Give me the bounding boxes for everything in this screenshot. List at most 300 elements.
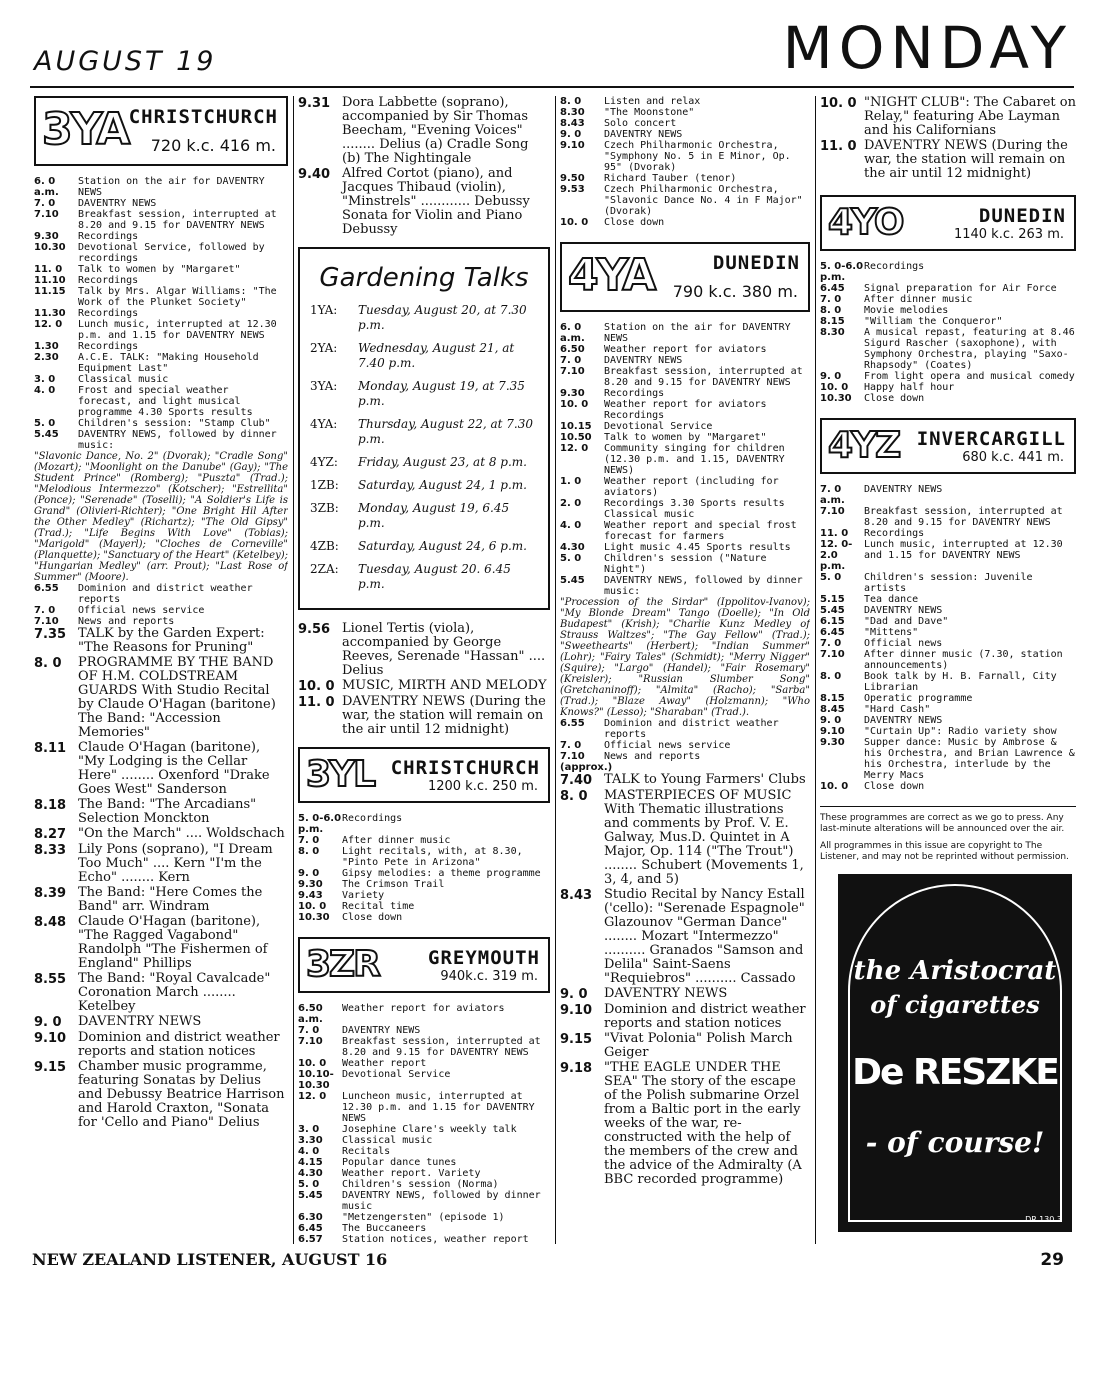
schedule-item <box>820 316 1076 327</box>
schedule-description: Children's session: "Stamp Club" <box>78 418 271 429</box>
schedule-item <box>820 781 1076 792</box>
schedule-description: From light opera and musical comedy <box>864 371 1075 382</box>
station-frequency: 1200 k.c. 250 m. <box>427 779 538 794</box>
schedule-time: 8.11 <box>34 741 67 756</box>
gardening-station: 2YA: <box>310 341 338 355</box>
gardening-time: Wednesday, August 21, at 7.40 p.m. <box>358 341 515 370</box>
schedule-item <box>34 418 288 429</box>
schedule-item <box>820 704 1076 715</box>
schedule-description: A musical repast, featuring at 8.46 Sigurd Rascher (saxophone), with Symphony Orchestra, playing "Saxo-Rhapsody" (Coates) <box>864 327 1075 371</box>
schedule-item <box>560 789 810 887</box>
schedule-item <box>298 167 550 237</box>
schedule-time: 12. 0-2.0 p.m. <box>820 539 853 572</box>
schedule-description: The Crimson Trail <box>342 879 445 890</box>
schedule-description: Claude O'Hagan (baritone), "The Ragged Vagabond" Randolph "The Fishermen of England" Phillips <box>78 914 268 971</box>
schedule-description: Recordings <box>864 261 925 272</box>
schedule-description: News and reports <box>604 751 701 762</box>
schedule-time: 10. 0 <box>820 781 849 792</box>
schedule-item <box>34 627 288 655</box>
schedule-list <box>820 261 1076 404</box>
schedule-time: (approx.) <box>560 762 613 773</box>
schedule-item <box>820 539 1076 572</box>
gardening-time: Tuesday, August 20. 6.45 p.m. <box>358 562 511 591</box>
station-callsign: 3YA <box>42 104 129 155</box>
schedule-time: 9.15 <box>560 1032 593 1047</box>
schedule-item <box>34 352 288 374</box>
schedule-list <box>298 813 550 923</box>
schedule-time: 5.45 <box>298 1190 323 1201</box>
gardening-time: Monday, August 19, 6.45 p.m. <box>358 501 510 530</box>
schedule-time: 5. 0-6.0 p.m. <box>820 261 864 283</box>
evening-schedule <box>298 96 550 237</box>
schedule-time: 10. 0 <box>820 96 857 111</box>
schedule-time: 7.40 <box>560 773 593 788</box>
schedule-time: 7.10 <box>298 1036 323 1047</box>
schedule-item <box>298 835 550 846</box>
schedule-item <box>560 542 810 553</box>
schedule-item <box>298 1124 550 1135</box>
schedule-item <box>820 261 1076 283</box>
evening-schedule <box>820 96 1076 181</box>
schedule-time: 8.30 <box>560 107 585 118</box>
schedule-item <box>298 1179 550 1190</box>
gardening-time: Thursday, August 22, at 7.30 p.m. <box>358 417 534 446</box>
gardening-talk-row <box>310 417 538 447</box>
schedule-item <box>34 308 288 319</box>
schedule-item <box>34 286 288 308</box>
schedule-time: 8.43 <box>560 888 593 903</box>
schedule-item <box>34 374 288 385</box>
schedule-list <box>560 718 810 773</box>
schedule-description: Josephine Clare's weekly talk <box>342 1124 517 1135</box>
schedule-description: The Buccaneers <box>342 1223 427 1234</box>
schedule-item <box>820 96 1076 138</box>
evening-schedule <box>34 627 288 1130</box>
column-divider <box>815 96 816 1244</box>
schedule-description: Recitals <box>342 1146 391 1157</box>
schedule-time: 9.53 <box>560 184 585 195</box>
schedule-description: PROGRAMME BY THE BAND OF H.M. COLDSTREAM GUARDS With Studio Recital by Claude O'Hagan (baritone) The Band: "Accession Memories" <box>78 655 276 740</box>
schedule-item <box>560 987 810 1002</box>
advert-slogan: of cigarettes <box>870 990 1040 1019</box>
schedule-description: Official news <box>864 638 943 649</box>
station-frequency: 720 k.c. 416 m. <box>150 136 276 155</box>
station-box-3zr <box>298 937 550 993</box>
schedule-time: 12. 0 <box>560 443 589 454</box>
schedule-item <box>298 1190 550 1212</box>
gardening-talk-row <box>310 379 538 409</box>
schedule-item <box>820 283 1076 294</box>
schedule-time: 9.43 <box>298 890 323 901</box>
advert-slogan: the Aristocrat <box>853 956 1057 986</box>
schedule-description: Devotional Service <box>604 421 713 432</box>
gardening-station: 4YZ: <box>310 455 338 469</box>
schedule-item <box>560 740 810 751</box>
schedule-description: The Band: "The Arcadians" Selection Monckton <box>78 797 257 826</box>
schedule-time: 12. 0 <box>298 1091 327 1102</box>
schedule-item <box>560 421 810 432</box>
schedule-description: DAVENTRY NEWS <box>864 715 943 726</box>
station-box-3yl <box>298 747 550 803</box>
schedule-time: 10.15 <box>560 421 592 432</box>
schedule-item <box>560 718 810 740</box>
schedule-item <box>820 605 1076 616</box>
schedule-time: 6.55 <box>34 583 59 594</box>
schedule-item <box>560 751 810 762</box>
schedule-description: TALK to Young Farmers' Clubs <box>604 772 806 787</box>
schedule-item <box>820 393 1076 404</box>
schedule-item <box>298 1025 550 1036</box>
schedule-description: DAVENTRY NEWS <box>604 986 728 1001</box>
advert-tagline: - of course! <box>865 1126 1045 1159</box>
schedule-time: 8.15 <box>820 316 845 327</box>
schedule-time: 6.50 <box>560 344 585 355</box>
schedule-time: 7. 0 <box>34 198 56 209</box>
schedule-time: 10. 0 <box>298 1058 327 1069</box>
schedule-description: Classical music <box>342 1135 433 1146</box>
schedule-description: Station on the air for DAVENTRY NEWS <box>78 176 265 198</box>
schedule-time: 3. 0 <box>34 374 56 385</box>
schedule-description: Close down <box>864 781 925 792</box>
gardening-station: 1YA: <box>310 303 338 317</box>
schedule-description: "Mittens" <box>864 627 919 638</box>
page-number: 29 <box>1040 1250 1064 1270</box>
schedule-description: Lunch music, interrupted at 12.30 and 1.15 for DAVENTRY NEWS <box>864 539 1063 561</box>
schedule-description: DAVENTRY NEWS, followed by dinner music <box>342 1190 541 1212</box>
schedule-item <box>560 399 810 421</box>
schedule-time: 8.33 <box>34 843 67 858</box>
schedule-item <box>298 912 550 923</box>
schedule-description: Children's session ("Nature Night") <box>604 553 767 575</box>
schedule-description: Close down <box>342 912 403 923</box>
schedule-time: 4. 0 <box>560 520 582 531</box>
schedule-time: 9.31 <box>298 96 331 111</box>
schedule-description: "Hard Cash" <box>864 704 931 715</box>
schedule-description: The Band: "Here Comes the Band" arr. Windram <box>78 885 263 914</box>
gardening-talks-box <box>298 247 550 610</box>
schedule-description: News and reports <box>78 616 175 627</box>
station-callsign: 3ZR <box>306 944 379 985</box>
schedule-item <box>34 583 288 605</box>
schedule-item <box>820 737 1076 781</box>
schedule-item <box>820 726 1076 737</box>
schedule-time: 6.55 <box>560 718 585 729</box>
schedule-time: 9. 0 <box>820 715 842 726</box>
schedule-item <box>560 388 810 399</box>
schedule-item <box>560 476 810 498</box>
schedule-description: Czech Philharmonic Orchestra, "Symphony No. 5 in E Minor, Op. 95" (Dvorak) <box>604 140 791 173</box>
schedule-description: Breakfast session, interrupted at 8.20 and 9.15 for DAVENTRY NEWS <box>342 1036 541 1058</box>
schedule-time: 6.57 <box>298 1234 323 1244</box>
schedule-item <box>34 231 288 242</box>
schedule-item <box>820 638 1076 649</box>
schedule-description: Recordings <box>78 231 139 242</box>
schedule-item <box>820 594 1076 605</box>
schedule-description: Recordings 3.30 Sports results Classical music <box>604 498 785 520</box>
schedule-time: 12. 0 <box>34 319 63 330</box>
station-callsign: 4YZ <box>828 425 900 466</box>
schedule-time: 6.50 a.m. <box>298 1003 323 1025</box>
schedule-description: The Band: "Royal Cavalcade" Coronation March ........ Ketelbey <box>78 971 271 1014</box>
column-divider <box>555 96 556 1244</box>
gardening-talks-list <box>310 303 538 592</box>
station-box-4yz <box>820 418 1076 474</box>
schedule-time: 11.30 <box>34 308 66 319</box>
schedule-item <box>298 890 550 901</box>
schedule-item <box>560 498 810 520</box>
schedule-time: 7.10 <box>820 649 845 660</box>
schedule-item <box>34 242 288 264</box>
schedule-time: 8. 0 <box>298 846 320 857</box>
schedule-time: 9.50 <box>560 173 585 184</box>
station-box-4yo <box>820 195 1076 251</box>
schedule-item <box>560 1061 810 1187</box>
schedule-description: Lunch music, interrupted at 12.30 p.m. and 1.15 for DAVENTRY NEWS <box>78 319 277 341</box>
schedule-item <box>820 506 1076 528</box>
gardening-time: Friday, August 23, at 8 p.m. <box>358 455 527 469</box>
schedule-item <box>820 294 1076 305</box>
schedule-item <box>298 622 550 678</box>
page-day: MONDAY <box>782 14 1072 82</box>
schedule-item <box>560 173 810 184</box>
schedule-description: Book talk by H. B. Farnall, City Librarian <box>864 671 1057 693</box>
schedule-description: Close down <box>604 217 665 228</box>
schedule-item <box>34 1031 288 1059</box>
gardening-station: 3YA: <box>310 379 338 393</box>
gardening-station: 4YA: <box>310 417 338 431</box>
schedule-item <box>34 741 288 797</box>
schedule-item <box>560 432 810 443</box>
schedule-item <box>820 572 1076 594</box>
schedule-time: 9.10 <box>820 726 845 737</box>
schedule-time: 10.10-10.30 <box>298 1069 334 1091</box>
schedule-item <box>34 972 288 1014</box>
schedule-description: Signal preparation for Air Force <box>864 283 1057 294</box>
schedule-description: Dominion and district weather reports <box>78 583 253 605</box>
schedule-description: Solo concert <box>604 118 677 129</box>
schedule-item <box>34 1060 288 1130</box>
schedule-description: Light music 4.45 Sports results <box>604 542 791 553</box>
schedule-time: 9.56 <box>298 622 331 637</box>
schedule-item <box>298 868 550 879</box>
schedule-time: 8.18 <box>34 798 67 813</box>
schedule-item <box>820 715 1076 726</box>
schedule-item <box>820 327 1076 371</box>
station-frequency: 940k.c. 319 m. <box>440 969 538 984</box>
schedule-time: 9.30 <box>820 737 845 748</box>
schedule-item <box>820 616 1076 627</box>
schedule-item <box>34 319 288 341</box>
schedule-description: Weather report (including for aviators) <box>604 476 779 498</box>
dinner-music-list: "Procession of the Sirdar" (Ippolitov-Ivanov); "My Blonde Dream" Tango (Doelle); "In Old Budapest" (Krish); "Charlie Kunz Medley of Strauss Waltzes"; "The Gay Fellow" (Trad.); "Sweethearts" (Herbert); "Indian Summer" (Lohr); "Fairy Tales" (Schmidt); "Merry Nigger" (Squire); "Largo" (Handel); "Fair Rosemary" (Kreisler); "Russian Slumber Song" (Gretchaninoff); "Almita" (Racho); "Sarba" (Trad.); "Blaze Away" (Holzmann); "Who Knows?" (Lesso); "Sharaban" (Trad.). <box>560 597 810 718</box>
schedule-time: 5. 0-6.0 p.m. <box>298 813 342 835</box>
schedule-time: 8.43 <box>560 118 585 129</box>
schedule-description: A.C.E. TALK: "Making Household Equipment Last" <box>78 352 259 374</box>
press-note-text: These programmes are correct as we go to press. Any last-minute alterations will be announced over the air. <box>820 813 1065 834</box>
schedule-list <box>560 96 810 228</box>
page-date: AUGUST 19 <box>34 46 217 77</box>
schedule-description: Official news service <box>78 605 205 616</box>
schedule-description: Supper dance: Music by Ambrose & his Orchestra, and Brian Lawrence & his Orchestra, interlude by the Merry Macs <box>864 737 1075 781</box>
schedule-description: Dominion and district weather reports and station notices <box>604 1002 806 1031</box>
gardening-talk-row <box>310 341 538 371</box>
schedule-description: Claude O'Hagan (baritone), "My Lodging is the Cellar Here" ........ Oxenford "Drake Goes West" Sanderson <box>78 740 270 797</box>
gardening-time: Saturday, August 24, 1 p.m. <box>358 478 527 492</box>
schedule-description: Richard Tauber (tenor) <box>604 173 737 184</box>
schedule-description: "Vivat Polonia" Polish March Geiger <box>604 1031 793 1060</box>
station-frequency: 1140 k.c. 263 m. <box>953 227 1064 242</box>
station-frequency: 680 k.c. 441 m. <box>962 450 1064 465</box>
schedule-item <box>298 1069 550 1091</box>
schedule-item <box>34 886 288 914</box>
schedule-item <box>560 888 810 986</box>
schedule-time: 11. 0 <box>298 695 335 710</box>
schedule-time: 8. 0 <box>560 789 588 804</box>
schedule-time: 9. 0 <box>560 129 582 140</box>
schedule-time: 5. 0 <box>298 1179 320 1190</box>
evening-schedule <box>298 622 550 737</box>
gardening-talk-row <box>310 501 538 531</box>
schedule-item <box>820 382 1076 393</box>
schedule-item <box>34 1015 288 1030</box>
schedule-item <box>34 605 288 616</box>
schedule-description: Popular dance tunes <box>342 1157 457 1168</box>
schedule-description: "The Moonstone" <box>604 107 695 118</box>
schedule-item <box>560 1032 810 1060</box>
schedule-item <box>34 656 288 740</box>
schedule-description: Happy half hour <box>864 382 955 393</box>
schedule-time: 10. 0 <box>560 217 589 228</box>
schedule-description: Breakfast session, interrupted at 8.20 and 9.15 for DAVENTRY NEWS <box>604 366 803 388</box>
schedule-time: 7. 0 <box>560 355 582 366</box>
schedule-time: 3.30 <box>298 1135 323 1146</box>
schedule-description: Classical music <box>78 374 169 385</box>
schedule-item <box>298 96 550 166</box>
schedule-time: 10. 0 <box>298 679 335 694</box>
schedule-time: 7. 0 <box>820 638 842 649</box>
schedule-time: 8. 0 <box>560 96 582 107</box>
schedule-item <box>34 275 288 286</box>
schedule-description: After dinner music <box>864 294 973 305</box>
schedule-description: Children's session: Juvenile artists <box>864 572 1033 594</box>
schedule-item <box>820 484 1076 506</box>
schedule-item <box>298 846 550 868</box>
schedule-time: 1.30 <box>34 341 59 352</box>
schedule-description: Dominion and district weather reports <box>604 718 779 740</box>
schedule-time: 9.30 <box>34 231 59 242</box>
schedule-description: Chamber music programme, featuring Sonatas by Delius and Debussy Beatrice Harrison and Harold Craxton, "Sonata for 'Cello and Piano" Delius <box>78 1059 285 1130</box>
station-city: CHRISTCHURCH <box>390 757 540 779</box>
schedule-item <box>560 575 810 597</box>
schedule-time: 4. 0 <box>34 385 56 396</box>
schedule-item <box>560 344 810 355</box>
schedule-item <box>298 1223 550 1234</box>
schedule-item <box>298 1146 550 1157</box>
schedule-description: DAVENTRY NEWS, followed by dinner music: <box>604 575 803 597</box>
schedule-description: DAVENTRY NEWS (During the war, the station will remain on the air until 12 midnight) <box>864 138 1068 181</box>
schedule-description: Children's session (Norma) <box>342 1179 499 1190</box>
schedule-time: 11. 0 <box>34 264 63 275</box>
schedule-time: 10. 0 <box>820 382 849 393</box>
schedule-description: Close down <box>864 393 925 404</box>
schedule-description: "NIGHT CLUB": The Cabaret on Relay," featuring Abe Layman and his Californians <box>864 96 1076 138</box>
schedule-item <box>560 129 810 140</box>
schedule-time: 6.45 <box>820 283 845 294</box>
schedule-description: DAVENTRY NEWS <box>604 129 683 140</box>
schedule-time: 7. 0 <box>820 294 842 305</box>
schedule-description: Weather report and special frost forecast for farmers <box>604 520 797 542</box>
gardening-talks-title: Gardening Talks <box>319 263 529 293</box>
schedule-item <box>298 1003 550 1025</box>
schedule-item <box>560 217 810 228</box>
schedule-time: 11.10 <box>34 275 66 286</box>
schedule-time: 6. 0 a.m. <box>560 322 585 344</box>
column-3 <box>560 96 810 1244</box>
schedule-item <box>560 96 810 107</box>
schedule-description: DAVENTRY NEWS <box>342 1025 421 1036</box>
schedule-time: 8.55 <box>34 972 67 987</box>
gardening-station: 3ZB: <box>310 501 339 515</box>
gardening-talk-row <box>310 562 538 592</box>
schedule-time: 7.10 <box>560 751 585 762</box>
schedule-description: Luncheon music, interrupted at 12.30 p.m. and 1.15 for DAVENTRY NEWS <box>342 1091 535 1124</box>
schedule-list <box>298 1003 550 1244</box>
schedule-time: 4. 0 <box>298 1146 320 1157</box>
schedule-description: Gipsy melodies: a theme programme <box>342 868 541 879</box>
schedule-time: 3. 0 <box>298 1124 320 1135</box>
schedule-item <box>34 176 288 198</box>
schedule-time: 9.30 <box>560 388 585 399</box>
schedule-description: "William the Conqueror" <box>864 316 1003 327</box>
schedule-description: After dinner music (7.30, station announcements) <box>864 649 1063 671</box>
schedule-item <box>560 773 810 788</box>
schedule-time: 10.50 <box>560 432 592 443</box>
schedule-item <box>560 107 810 118</box>
schedule-description: Station on the air for DAVENTRY NEWS <box>604 322 791 344</box>
schedule-item <box>298 1212 550 1223</box>
schedule-time: 9.18 <box>560 1061 593 1076</box>
press-note <box>820 806 1076 863</box>
station-city: CHRISTCHURCH <box>128 106 278 128</box>
schedule-time: 4.30 <box>298 1168 323 1179</box>
schedule-time: 10.30 <box>298 912 330 923</box>
schedule-description: Weather report <box>342 1058 427 1069</box>
advert-frame <box>848 884 1062 1222</box>
schedule-description: Lily Pons (soprano), "I Dream Too Much" .... Kern "I'm the Echo" ........ Kern <box>78 842 273 885</box>
schedule-description: MUSIC, MIRTH AND MELODY <box>342 678 547 693</box>
station-box-3ya <box>34 96 288 166</box>
schedule-time: 8.45 <box>820 704 845 715</box>
schedule-description: DAVENTRY NEWS <box>864 484 943 495</box>
schedule-time: 7.35 <box>34 627 67 642</box>
schedule-description: Official news service <box>604 740 731 751</box>
schedule-description: DAVENTRY NEWS <box>864 605 943 616</box>
schedule-time: 10.30 <box>820 393 852 404</box>
schedule-item <box>298 1168 550 1179</box>
station-city: INVERCARGILL <box>916 428 1066 450</box>
advert-brand: De RESZKE <box>852 1052 1058 1093</box>
schedule-time: 9.10 <box>560 1003 593 1018</box>
schedule-description: "Curtain Up": Radio variety show <box>864 726 1057 737</box>
schedule-item <box>298 901 550 912</box>
schedule-item <box>820 528 1076 539</box>
gardening-talk-row <box>310 303 538 333</box>
schedule-time: 7.10 <box>820 506 845 517</box>
schedule-item <box>34 264 288 275</box>
schedule-time: 7. 0 <box>34 605 56 616</box>
schedule-time: 11. 0 <box>820 139 857 154</box>
schedule-time: 8.30 <box>820 327 845 338</box>
